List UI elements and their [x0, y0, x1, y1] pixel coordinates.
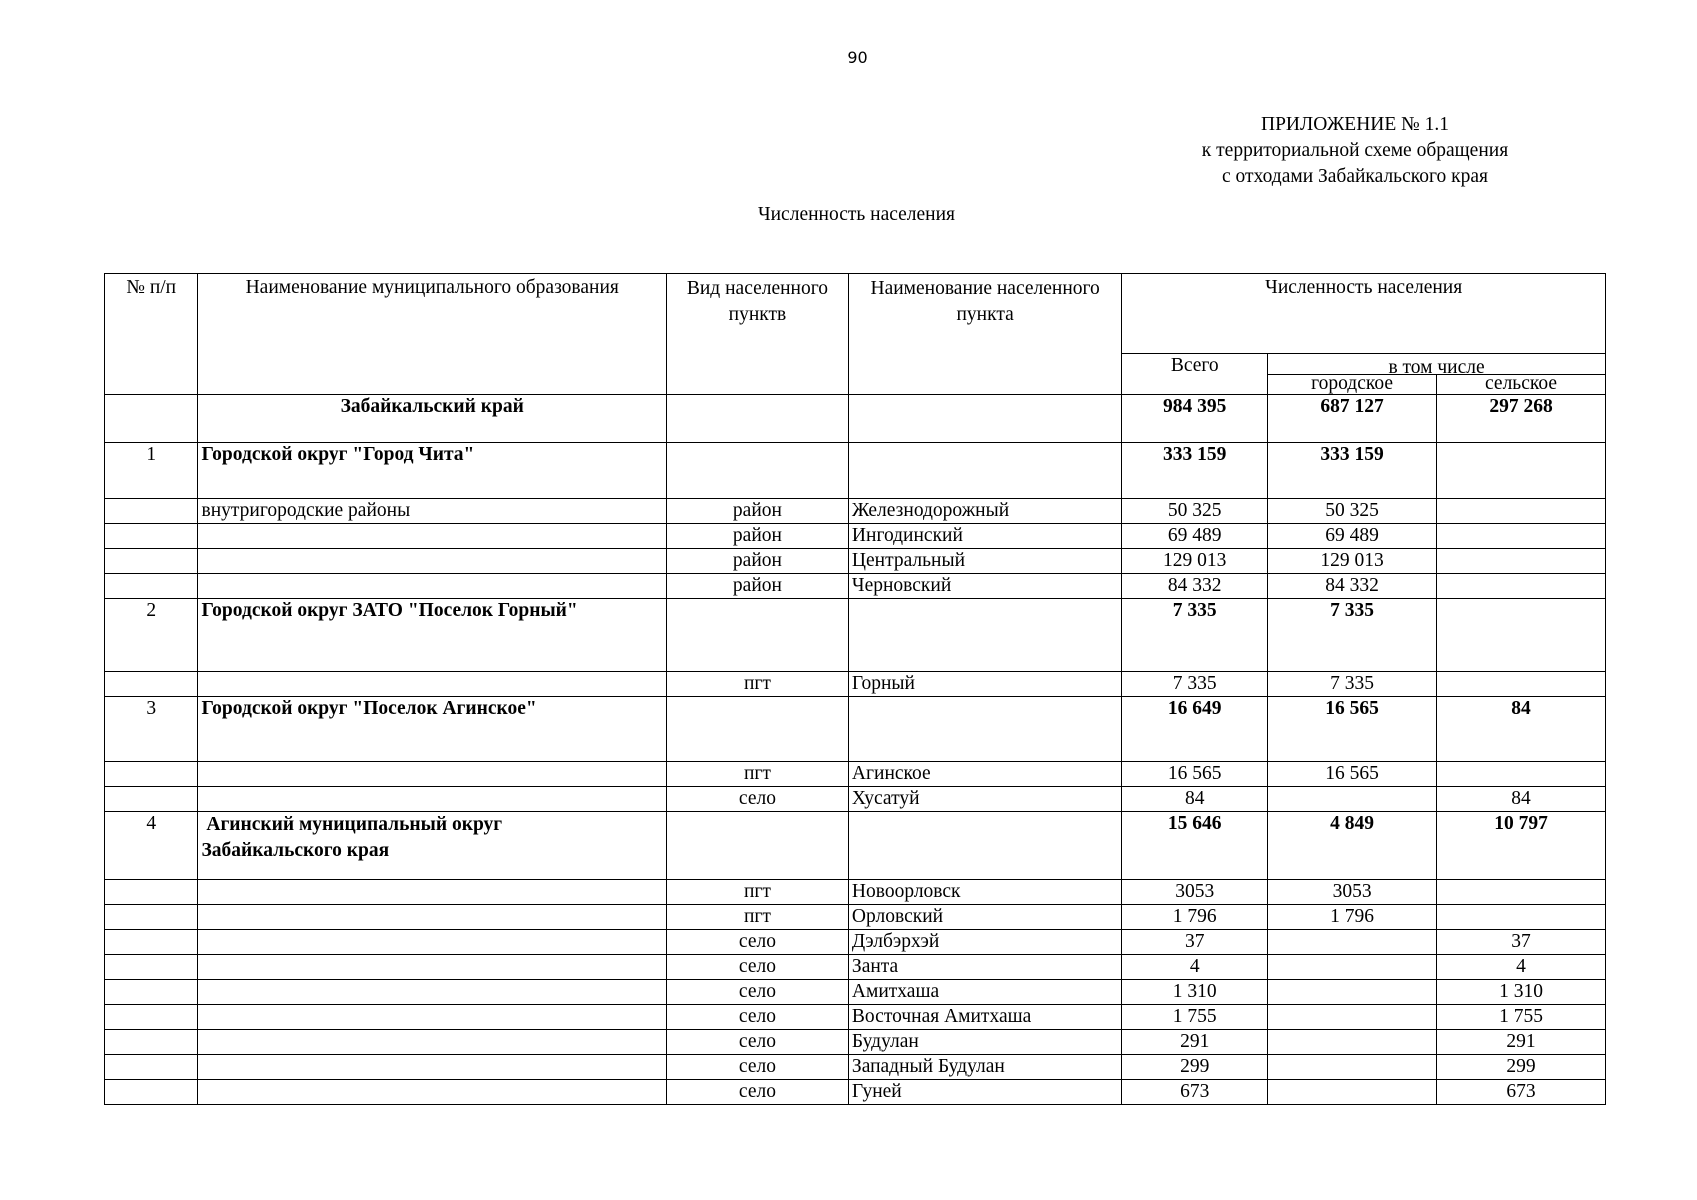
- cell-urban: 7 335: [1268, 672, 1437, 697]
- cell-total: 84: [1122, 787, 1268, 812]
- cell-total: 3053: [1122, 880, 1268, 905]
- cell-total: 69 489: [1122, 524, 1268, 549]
- page-number: 90: [847, 48, 868, 67]
- cell-settlement-type: село: [666, 980, 848, 1005]
- cell-rural: 291: [1437, 1030, 1606, 1055]
- cell-rural: 84: [1437, 697, 1606, 762]
- table-row: [105, 697, 1606, 762]
- cell-urban: 1 796: [1268, 905, 1437, 930]
- header-num: № п/п: [105, 274, 198, 395]
- cell-rural: 299: [1437, 1055, 1606, 1080]
- cell-settlement-type: пгт: [666, 905, 848, 930]
- table-row: [105, 930, 1606, 955]
- cell-settlement-type: район: [666, 549, 848, 574]
- cell-num: [105, 524, 198, 549]
- cell-municipality: [198, 574, 666, 599]
- cell-settlement-name: Ингодинский: [848, 524, 1121, 549]
- cell-settlement-name: Дэлбэрхэй: [848, 930, 1121, 955]
- appendix-subtitle-2: с отходами Забайкальского края: [1222, 166, 1488, 187]
- cell-total: 673: [1122, 1080, 1268, 1105]
- cell-num: [105, 980, 198, 1005]
- cell-settlement-name: Амитхаша: [848, 980, 1121, 1005]
- cell-urban: 3053: [1268, 880, 1437, 905]
- appendix-subtitle-1: к территориальной схеме обращения: [1201, 140, 1509, 161]
- cell-settlement-name: Агинское: [848, 762, 1121, 787]
- cell-rural: 297 268: [1437, 395, 1606, 443]
- cell-municipality: Городской округ ЗАТО "Поселок Горный": [198, 599, 666, 672]
- table-row: [105, 905, 1606, 930]
- cell-urban: 333 159: [1268, 443, 1437, 499]
- cell-settlement-type: село: [666, 1080, 848, 1105]
- cell-settlement-type: село: [666, 930, 848, 955]
- cell-urban: [1268, 787, 1437, 812]
- cell-total: 1 310: [1122, 980, 1268, 1005]
- appendix-title: ПРИЛОЖЕНИЕ № 1.1: [1260, 114, 1450, 135]
- cell-settlement-type: [666, 697, 848, 762]
- cell-num: [105, 905, 198, 930]
- cell-num: [105, 1055, 198, 1080]
- cell-total: 15 646: [1122, 812, 1268, 880]
- cell-rural: [1437, 905, 1606, 930]
- header-settlement-name: Наименование населенного пункта: [848, 274, 1121, 395]
- cell-municipality: [198, 980, 666, 1005]
- header-settlement-type: Вид населенного пунктв: [666, 274, 848, 395]
- table-row: [105, 880, 1606, 905]
- cell-urban: 16 565: [1268, 697, 1437, 762]
- cell-settlement-name: [848, 697, 1121, 762]
- cell-settlement-name: Гуней: [848, 1080, 1121, 1105]
- table-row: [105, 812, 1606, 880]
- cell-urban: [1268, 1030, 1437, 1055]
- cell-num: [105, 549, 198, 574]
- table-row: [105, 1080, 1606, 1105]
- table-row: [105, 395, 1606, 443]
- cell-urban: [1268, 980, 1437, 1005]
- cell-municipality: [198, 1005, 666, 1030]
- cell-rural: [1437, 499, 1606, 524]
- table-row: [105, 980, 1606, 1005]
- header-population: Численность населения: [1122, 274, 1606, 354]
- cell-municipality: Забайкальский край: [198, 395, 666, 443]
- cell-settlement-type: село: [666, 1030, 848, 1055]
- cell-rural: [1437, 524, 1606, 549]
- table-row: [105, 762, 1606, 787]
- cell-num: 1: [105, 443, 198, 499]
- cell-total: 7 335: [1122, 599, 1268, 672]
- cell-total: 1 755: [1122, 1005, 1268, 1030]
- cell-settlement-name: Железнодорожный: [848, 499, 1121, 524]
- header-municipality: Наименование муниципального образования: [198, 274, 666, 395]
- header-row-1: [105, 274, 1606, 354]
- cell-municipality: [198, 955, 666, 980]
- table-row: [105, 574, 1606, 599]
- cell-num: [105, 880, 198, 905]
- cell-num: 3: [105, 697, 198, 762]
- cell-num: [105, 574, 198, 599]
- cell-settlement-type: село: [666, 1005, 848, 1030]
- cell-rural: 1 755: [1437, 1005, 1606, 1030]
- cell-settlement-name: Горный: [848, 672, 1121, 697]
- cell-rural: 1 310: [1437, 980, 1606, 1005]
- cell-total: 16 649: [1122, 697, 1268, 762]
- cell-settlement-type: район: [666, 574, 848, 599]
- cell-num: [105, 1080, 198, 1105]
- cell-municipality: [198, 549, 666, 574]
- cell-urban: 69 489: [1268, 524, 1437, 549]
- cell-rural: [1437, 574, 1606, 599]
- table-row: [105, 787, 1606, 812]
- cell-rural: [1437, 762, 1606, 787]
- cell-total: 84 332: [1122, 574, 1268, 599]
- cell-num: [105, 499, 198, 524]
- cell-total: 16 565: [1122, 762, 1268, 787]
- cell-rural: 84: [1437, 787, 1606, 812]
- table-row: [105, 1055, 1606, 1080]
- cell-municipality: [198, 1055, 666, 1080]
- cell-settlement-name: Центральный: [848, 549, 1121, 574]
- cell-settlement-type: [666, 812, 848, 880]
- cell-urban: [1268, 1055, 1437, 1080]
- cell-urban: [1268, 1005, 1437, 1030]
- cell-settlement-name: Восточная Амитхаша: [848, 1005, 1121, 1030]
- cell-settlement-type: пгт: [666, 762, 848, 787]
- cell-settlement-name: Будулан: [848, 1030, 1121, 1055]
- cell-urban: 687 127: [1268, 395, 1437, 443]
- cell-settlement-type: район: [666, 499, 848, 524]
- cell-urban: [1268, 955, 1437, 980]
- cell-settlement-name: [848, 812, 1121, 880]
- header-rural: сельское: [1437, 375, 1606, 395]
- cell-rural: 4: [1437, 955, 1606, 980]
- table-row: [105, 443, 1606, 499]
- cell-urban: 129 013: [1268, 549, 1437, 574]
- header-urban: городское: [1268, 375, 1437, 395]
- cell-municipality: [198, 880, 666, 905]
- cell-num: [105, 955, 198, 980]
- cell-settlement-name: [848, 443, 1121, 499]
- cell-total: 50 325: [1122, 499, 1268, 524]
- header-including-label: в том числе: [1388, 357, 1485, 375]
- cell-urban: 84 332: [1268, 574, 1437, 599]
- cell-settlement-name: [848, 599, 1121, 672]
- cell-num: [105, 395, 198, 443]
- cell-municipality: [198, 1030, 666, 1055]
- cell-rural: [1437, 599, 1606, 672]
- table-row: [105, 524, 1606, 549]
- cell-settlement-type: район: [666, 524, 848, 549]
- cell-num: 2: [105, 599, 198, 672]
- table-row: [105, 549, 1606, 574]
- table-row: [105, 1030, 1606, 1055]
- cell-municipality: [198, 762, 666, 787]
- cell-total: 291: [1122, 1030, 1268, 1055]
- cell-num: [105, 787, 198, 812]
- table-row: [105, 499, 1606, 524]
- table-body: [105, 274, 1606, 1105]
- cell-municipality: внутригородские районы: [198, 499, 666, 524]
- population-table: [104, 273, 1606, 1105]
- cell-settlement-type: [666, 599, 848, 672]
- cell-rural: 673: [1437, 1080, 1606, 1105]
- cell-total: 7 335: [1122, 672, 1268, 697]
- document-title: Численность населения: [757, 204, 956, 225]
- cell-urban: [1268, 930, 1437, 955]
- cell-num: [105, 672, 198, 697]
- cell-rural: [1437, 549, 1606, 574]
- cell-municipality: [198, 672, 666, 697]
- cell-settlement-type: село: [666, 1055, 848, 1080]
- cell-num: 4: [105, 812, 198, 880]
- cell-settlement-name: Хусатуй: [848, 787, 1121, 812]
- cell-settlement-name: Занта: [848, 955, 1121, 980]
- cell-municipality: [198, 905, 666, 930]
- cell-rural: [1437, 672, 1606, 697]
- cell-num: [105, 930, 198, 955]
- table-row: [105, 599, 1606, 672]
- header-including: [1268, 354, 1606, 375]
- cell-settlement-type: село: [666, 955, 848, 980]
- cell-urban: 7 335: [1268, 599, 1437, 672]
- cell-num: [105, 1005, 198, 1030]
- cell-municipality: Агинский муниципальный округ Забайкальского края: [198, 812, 666, 880]
- cell-num: [105, 762, 198, 787]
- cell-urban: 16 565: [1268, 762, 1437, 787]
- cell-settlement-name: Орловский: [848, 905, 1121, 930]
- cell-total: 4: [1122, 955, 1268, 980]
- header-total: Всего: [1122, 354, 1268, 395]
- table-row: [105, 1005, 1606, 1030]
- table-row: [105, 672, 1606, 697]
- cell-settlement-name: Западный Будулан: [848, 1055, 1121, 1080]
- cell-municipality: [198, 787, 666, 812]
- cell-settlement-type: село: [666, 787, 848, 812]
- cell-total: 37: [1122, 930, 1268, 955]
- cell-settlement-type: пгт: [666, 672, 848, 697]
- cell-urban: 50 325: [1268, 499, 1437, 524]
- cell-rural: [1437, 443, 1606, 499]
- appendix-block: [1150, 112, 1560, 190]
- cell-settlement-type: [666, 395, 848, 443]
- cell-total: 333 159: [1122, 443, 1268, 499]
- cell-total: 129 013: [1122, 549, 1268, 574]
- cell-total: 299: [1122, 1055, 1268, 1080]
- cell-municipality: [198, 930, 666, 955]
- cell-total: 984 395: [1122, 395, 1268, 443]
- cell-settlement-type: [666, 443, 848, 499]
- cell-settlement-name: Черновский: [848, 574, 1121, 599]
- cell-municipality: Городской округ "Поселок Агинское": [198, 697, 666, 762]
- table-row: [105, 955, 1606, 980]
- cell-settlement-type: пгт: [666, 880, 848, 905]
- cell-municipality: [198, 1080, 666, 1105]
- cell-total: 1 796: [1122, 905, 1268, 930]
- cell-rural: [1437, 880, 1606, 905]
- cell-settlement-name: [848, 395, 1121, 443]
- cell-settlement-name: Новоорловск: [848, 880, 1121, 905]
- cell-rural: 37: [1437, 930, 1606, 955]
- cell-urban: [1268, 1080, 1437, 1105]
- cell-rural: 10 797: [1437, 812, 1606, 880]
- cell-municipality: Городской округ "Город Чита": [198, 443, 666, 499]
- cell-municipality: [198, 524, 666, 549]
- cell-urban: 4 849: [1268, 812, 1437, 880]
- cell-num: [105, 1030, 198, 1055]
